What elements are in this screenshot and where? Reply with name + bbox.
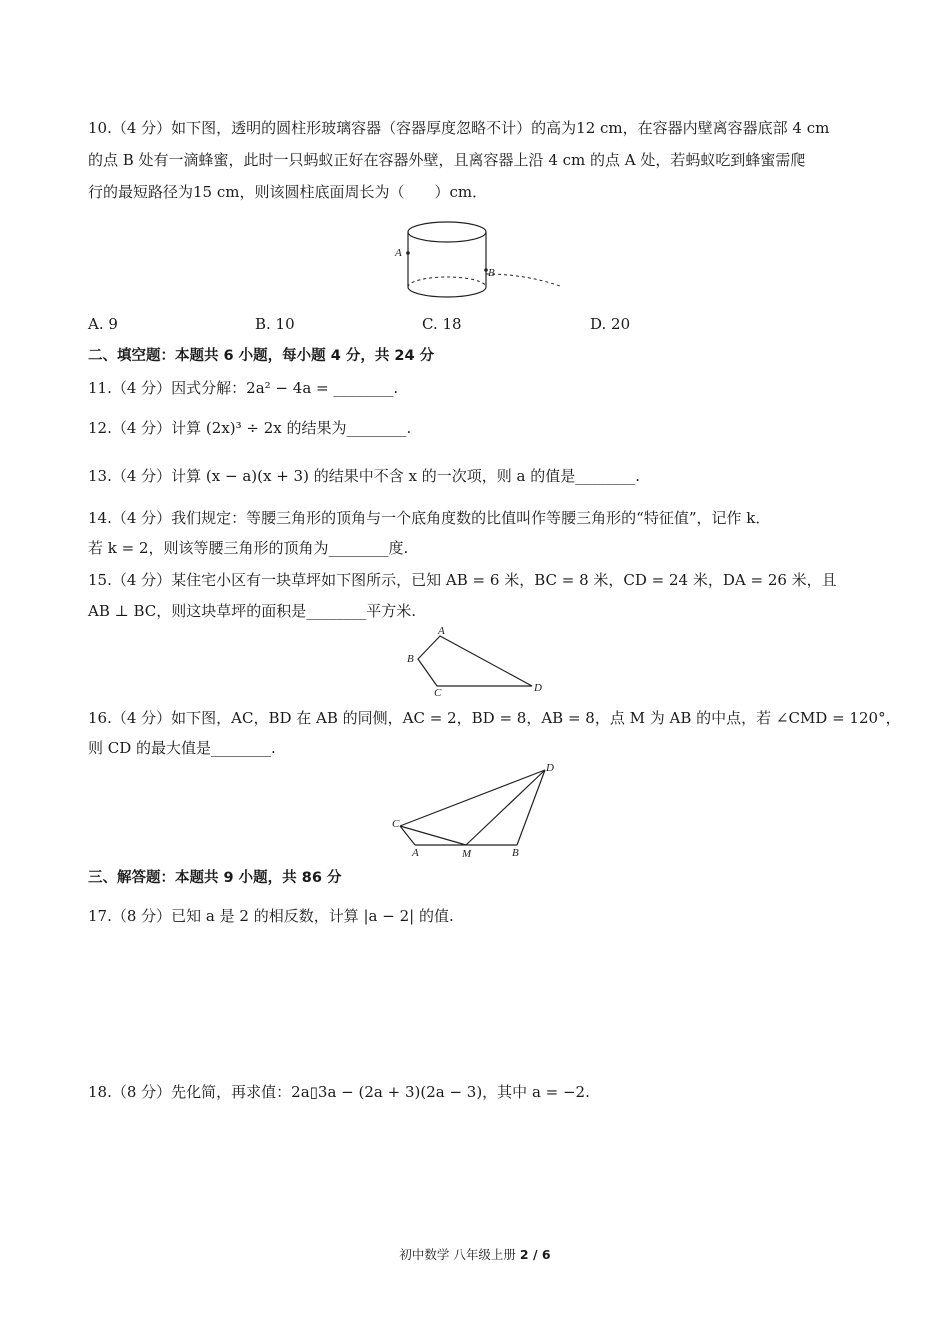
- q10-text-line1: 10.（4 分）如下图，透明的圆柱形玻璃容器（容器厚度忽略不计）的高为12 cm，在容器内壁离容器底部 4 cm: [88, 119, 830, 137]
- q18-text: 18.（8 分）先化简，再求值：2a▯3a − (2a + 3)(2a − 3)，其中 a = −2.: [88, 1083, 590, 1101]
- label-c: C: [392, 818, 400, 830]
- q14-text-line1: 14.（4 分）我们规定：等腰三角形的顶角与一个底角度数的比值叫作等腰三角形的“特征值”，记作 k．: [88, 509, 771, 527]
- label-b: B: [512, 847, 519, 859]
- label-c: C: [434, 687, 442, 696]
- q11-text: 11.（4 分）因式分解：2a² − 4a = ________.: [88, 379, 399, 397]
- label-b: B: [488, 267, 495, 279]
- page-footer: [0, 1245, 950, 1263]
- quadrilateral-abcd: [418, 636, 532, 686]
- segment-ac: [400, 826, 415, 845]
- q15-text-line1: 15.（4 分）某住宅小区有一块草坪如下图所示，已知 AB = 6 米，BC = 8 米，CD = 24 米，DA = 26 米，且: [88, 571, 837, 589]
- section-3-heading: 三、解答题：本题共 9 小题，共 86 分: [88, 870, 342, 886]
- label-d: D: [546, 762, 554, 774]
- q15-text-line2: AB ⊥ BC，则这块草坪的面积是________平方米.: [88, 602, 417, 620]
- segment-md: [466, 770, 545, 845]
- cylinder-top-ellipse: [408, 222, 486, 242]
- q13-text: 13.（4 分）计算 (x − a)(x + 3) 的结果中不含 x 的一次项，则 a 的值是________.: [88, 467, 640, 485]
- q14-text-line2: 若 k = 2，则该等腰三角形的顶角为________度.: [88, 539, 409, 557]
- footer-page-number: 2 / 6: [519, 1247, 551, 1262]
- point-a: [406, 251, 410, 255]
- cylinder-bottom-back: [408, 277, 486, 287]
- label-m: M: [462, 848, 472, 860]
- label-d: D: [534, 682, 542, 694]
- q16-text-line1: 16.（4 分）如下图，AC，BD 在 AB 的同侧，AC = 2，BD = 8，AB = 8，点 M 为 AB 的中点，若 ∠CMD = 120°，: [88, 709, 901, 727]
- q16-text-line2: 则 CD 的最大值是________.: [88, 739, 276, 757]
- segment-bd: [517, 770, 545, 845]
- label-b: B: [407, 653, 414, 665]
- q17-text: 17.（8 分）已知 a 是 2 的相反数，计算 |a − 2| 的值.: [88, 907, 454, 925]
- lawn-quadrilateral-figure: [400, 624, 550, 696]
- cylinder-figure: [385, 214, 570, 304]
- label-a: A: [395, 247, 402, 259]
- q10-option-a: A. 9: [88, 315, 118, 333]
- q10-text-line3: 行的最短路径为15 cm，则该圆柱底面周长为（ ）cm．: [88, 183, 488, 201]
- q10-option-b: B. 10: [255, 315, 295, 333]
- q10-option-c: C. 18: [422, 315, 462, 333]
- label-a: A: [412, 847, 419, 859]
- footer-subject: 初中数学 八年级上册: [399, 1247, 516, 1262]
- segment-cm: [400, 826, 466, 845]
- unfolded-path-dashed: [486, 274, 560, 286]
- segment-cd: [400, 770, 545, 826]
- cylinder-bottom-front: [408, 287, 486, 297]
- q10-text-line2: 的点 B 处有一滴蜂蜜，此时一只蚂蚁正好在容器外壁，且离容器上沿 4 cm 的点 A 处，若蚂蚁吃到蜂蜜需爬: [88, 151, 806, 169]
- cmd-triangle-figure: [388, 760, 563, 862]
- q10-option-d: D. 20: [590, 315, 631, 333]
- label-a: A: [438, 625, 445, 637]
- section-2-heading: 二、填空题：本题共 6 小题，每小题 4 分，共 24 分: [88, 348, 435, 364]
- q12-text: 12.（4 分）计算 (2x)³ ÷ 2x 的结果为________.: [88, 419, 412, 437]
